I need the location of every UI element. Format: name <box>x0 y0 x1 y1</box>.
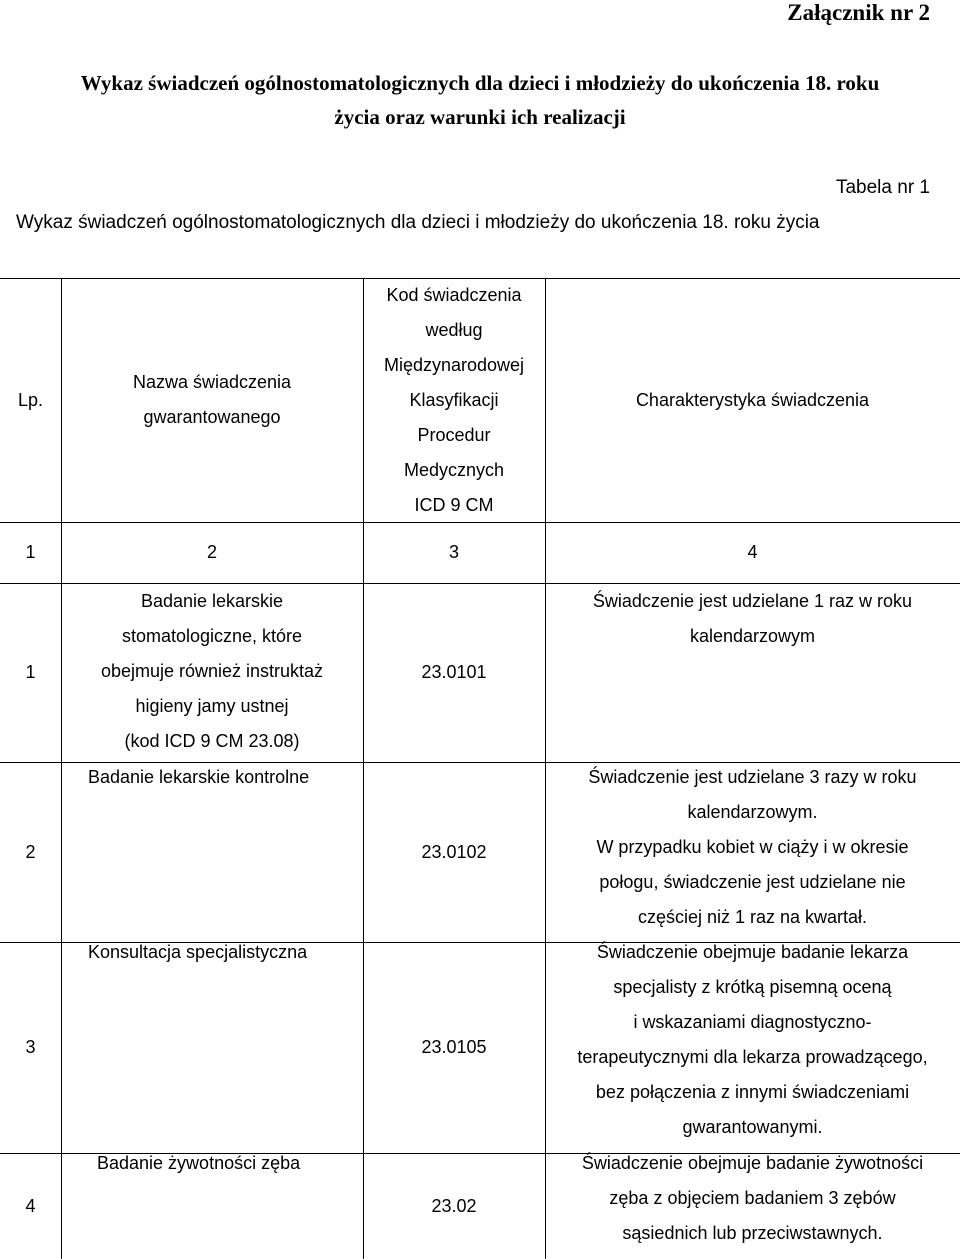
column-header-code <box>363 278 545 522</box>
row-3-lp <box>0 942 61 1153</box>
row-name-line: Badanie lekarskie <box>140 591 284 611</box>
row-lp-text: 1 <box>25 662 36 682</box>
column-header-lp <box>0 278 61 522</box>
row-description-line: kalendarzowym <box>689 626 816 646</box>
row-name-line: Badanie żywotności zęba <box>97 1153 301 1173</box>
attachment-label: Załącznik nr 2 <box>787 0 930 25</box>
row-description-line: specjalisty z krótką pisemną oceną <box>613 977 892 997</box>
row-code-text: 23.02 <box>431 1195 477 1216</box>
document-title <box>0 66 960 134</box>
document-title-line-1: Wykaz świadczeń ogólnostomatologicznych dla dzieci i młodzieży do ukończenia 18. roku <box>80 71 880 95</box>
column-header-code-line: według <box>425 319 483 340</box>
row-2-name <box>88 760 363 942</box>
row-code-text: 23.0102 <box>421 841 487 862</box>
row-name-line: (kod ICD 9 CM 23.08) <box>124 731 300 751</box>
column-number-1 <box>0 522 61 583</box>
row-description-line: zęba z objęciem badaniem 3 zębów <box>609 1188 896 1208</box>
row-4-code <box>363 1153 545 1259</box>
row-4-description <box>545 1146 960 1259</box>
row-description-line: i wskazaniami diagnostyczno- <box>633 1012 872 1032</box>
row-4-lp <box>0 1153 61 1259</box>
row-3-code <box>363 942 545 1153</box>
row-description-line: Świadczenie obejmuje badanie lekarza <box>596 942 909 962</box>
row-lp-text: 3 <box>25 1037 36 1057</box>
row-description-line: gwarantowanymi. <box>682 1117 823 1137</box>
row-2-lp <box>0 762 61 942</box>
column-header-lp-text: Lp. <box>17 389 44 410</box>
row-name-line: obejmuje również instruktaż <box>100 661 324 681</box>
row-1-code <box>363 583 545 762</box>
row-description-line: połogu, świadczenie jest udzielane nie <box>599 872 906 892</box>
column-number-2 <box>61 522 363 583</box>
row-2-description <box>545 760 960 942</box>
column-header-code-line: Procedur <box>417 424 491 445</box>
row-name-line: Konsultacja specjalistyczna <box>88 942 308 962</box>
row-4-name <box>97 1146 363 1259</box>
row-3-description <box>545 935 960 1153</box>
services-table <box>0 278 960 1259</box>
document-title-line-2: życia oraz warunki ich realizacji <box>334 105 626 129</box>
column-number-text: 1 <box>25 542 36 562</box>
row-description-line: Świadczenie jest udzielane 3 razy w roku <box>588 767 917 787</box>
table-label: Tabela nr 1 <box>835 177 930 198</box>
row-code-text: 23.0105 <box>421 1037 487 1057</box>
column-header-code-line: Medycznych <box>403 459 505 480</box>
row-description-line: sąsiednich lub przeciwstawnych. <box>622 1223 883 1243</box>
row-description-line: W przypadku kobiet w ciąży i w okresie <box>596 837 909 857</box>
column-header-code-line: Międzynarodowej <box>383 354 525 375</box>
row-description-line: bez połączenia z innymi świadczeniami <box>595 1082 910 1102</box>
row-lp-text: 4 <box>25 1195 36 1216</box>
row-1-description <box>545 584 960 762</box>
row-2-code <box>363 762 545 942</box>
column-header-code-line: Klasyfikacji <box>409 389 499 410</box>
row-description-line: częściej niż 1 raz na kwartał. <box>637 907 868 927</box>
row-description-line: terapeutycznymi dla lekarza prowadzącego, <box>577 1047 928 1067</box>
row-3-name <box>88 935 363 1153</box>
column-header-name <box>61 278 363 522</box>
column-header-description <box>545 278 960 522</box>
row-description-line: kalendarzowym. <box>687 802 818 822</box>
row-1-lp <box>0 583 61 762</box>
column-number-4 <box>545 522 960 583</box>
column-header-description-text: Charakterystyka świadczenia <box>635 389 870 410</box>
column-header-code-line: Kod świadczenia <box>386 284 522 305</box>
row-1-name <box>61 584 363 762</box>
row-name-line: stomatologiczne, które <box>121 626 303 646</box>
column-number-3 <box>363 522 545 583</box>
row-description-line: Świadczenie obejmuje badanie żywotności <box>581 1153 924 1173</box>
table-title: Wykaz świadczeń ogólnostomatologicznych dla dzieci i młodzieży do ukończenia 18. roku życia <box>16 212 820 233</box>
row-code-text: 23.0101 <box>421 662 487 682</box>
column-header-name-line: gwarantowanego <box>143 407 281 427</box>
column-number-text: 2 <box>206 542 217 562</box>
column-number-text: 3 <box>448 542 459 562</box>
column-header-code-line: ICD 9 CM <box>414 494 494 515</box>
row-name-line: Badanie lekarskie kontrolne <box>88 767 310 787</box>
row-description-line: Świadczenie jest udzielane 1 raz w roku <box>592 591 913 611</box>
row-lp-text: 2 <box>25 841 36 862</box>
row-name-line: higieny jamy ustnej <box>135 696 289 716</box>
column-header-name-line: Nazwa świadczenia <box>132 372 292 392</box>
column-number-text: 4 <box>747 542 758 562</box>
